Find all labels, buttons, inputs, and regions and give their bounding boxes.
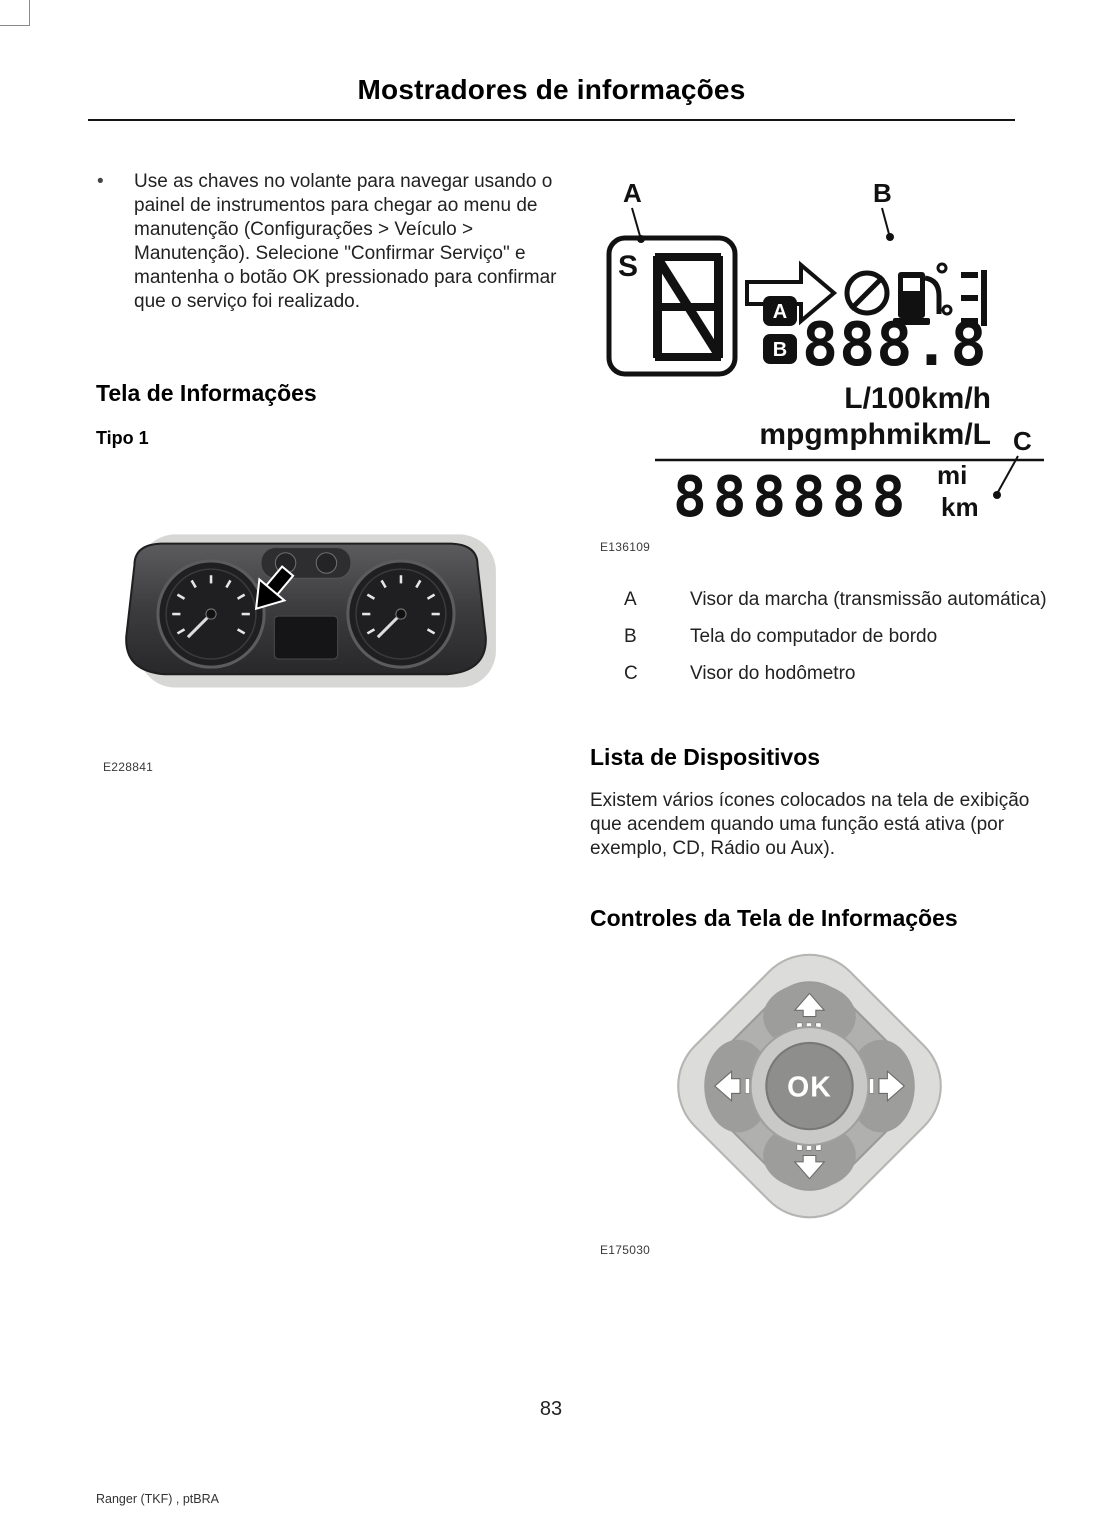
page-corner-mark [0,0,30,26]
legend-row-c [624,662,1050,686]
ok-button-label: OK [787,1071,832,1104]
display-legend [624,588,1050,699]
figure-code-cluster: E228841 [103,760,154,774]
bullet-item [97,170,559,314]
legend-text-a: Visor da marcha (transmissão automática) [690,589,1047,610]
subsection-title-tipo-1: Tipo 1 [96,428,149,448]
bullet-marker: • [97,171,104,192]
callout-b-dot [886,233,894,241]
callout-b-label: B [873,178,892,208]
page-number: 83 [539,1398,563,1420]
units-line-2: mpgmphmikm/L [759,418,991,451]
figure-code-display: E136109 [600,540,651,554]
page-title: Mostradores de informações [357,74,746,105]
info-display-figure [597,176,1047,521]
speedometer-gauge [158,561,264,667]
mini-gauge-pod [261,548,351,579]
legend-text-c: Visor do hodômetro [690,663,856,684]
odometer-value: 888888 [673,465,912,521]
trip-a-letter: A [772,301,788,323]
document-reference: Ranger (TKF) , ptBRA [96,1492,219,1506]
figure-code-control-pad: E175030 [600,1243,651,1257]
callout-c-label: C [1013,426,1032,456]
legend-key-b: B [624,626,637,647]
tachometer-gauge [348,561,454,667]
instrument-cluster-figure [112,530,500,694]
cluster-screen [274,616,337,659]
trip-b-letter: B [772,339,788,361]
mini-gauge-right [316,553,336,573]
gear-mode-letter: S [618,250,639,283]
legend-key-a: A [624,589,637,610]
section-title-lista-de-dispositivos: Lista de Dispositivos [590,744,821,770]
display-control-pad-figure [662,945,957,1245]
odometer-unit-mi: mi [937,460,968,490]
slashed-circle-icon [847,273,887,313]
odometer-unit-km: km [941,492,979,521]
trip-computer-value: 888.8 [802,310,988,380]
bullet-text: Use as chaves no volante para navegar usando o painel de instrumentos para chegar ao menu de manutenção (Configurações > Veículo > Manutenção). Selecione "Confirmar Serviço" e mantenha o botão OK pressionado para confirmar que o serviço foi realizado. [134,171,557,312]
callout-a-label: A [623,178,642,208]
section-title-controles: Controles da Tela de Informações [590,905,958,931]
legend-key-c: C [624,663,638,684]
legend-text-b: Tela do computador de bordo [690,626,938,647]
legend-row-a [624,588,1050,612]
devices-paragraph: Existem vários ícones colocados na tela de exibição que acendem quando uma função está ativa (por exemplo, CD, Rádio ou Aux). [590,790,1030,859]
units-line-1: L/100km/h [844,382,991,415]
section-title-tela-de-informacoes: Tela de Informações [96,380,317,406]
callout-c-dot [993,491,1001,499]
legend-row-b [624,625,1050,649]
gear-display-box [609,238,735,374]
header-rule [88,119,1015,121]
